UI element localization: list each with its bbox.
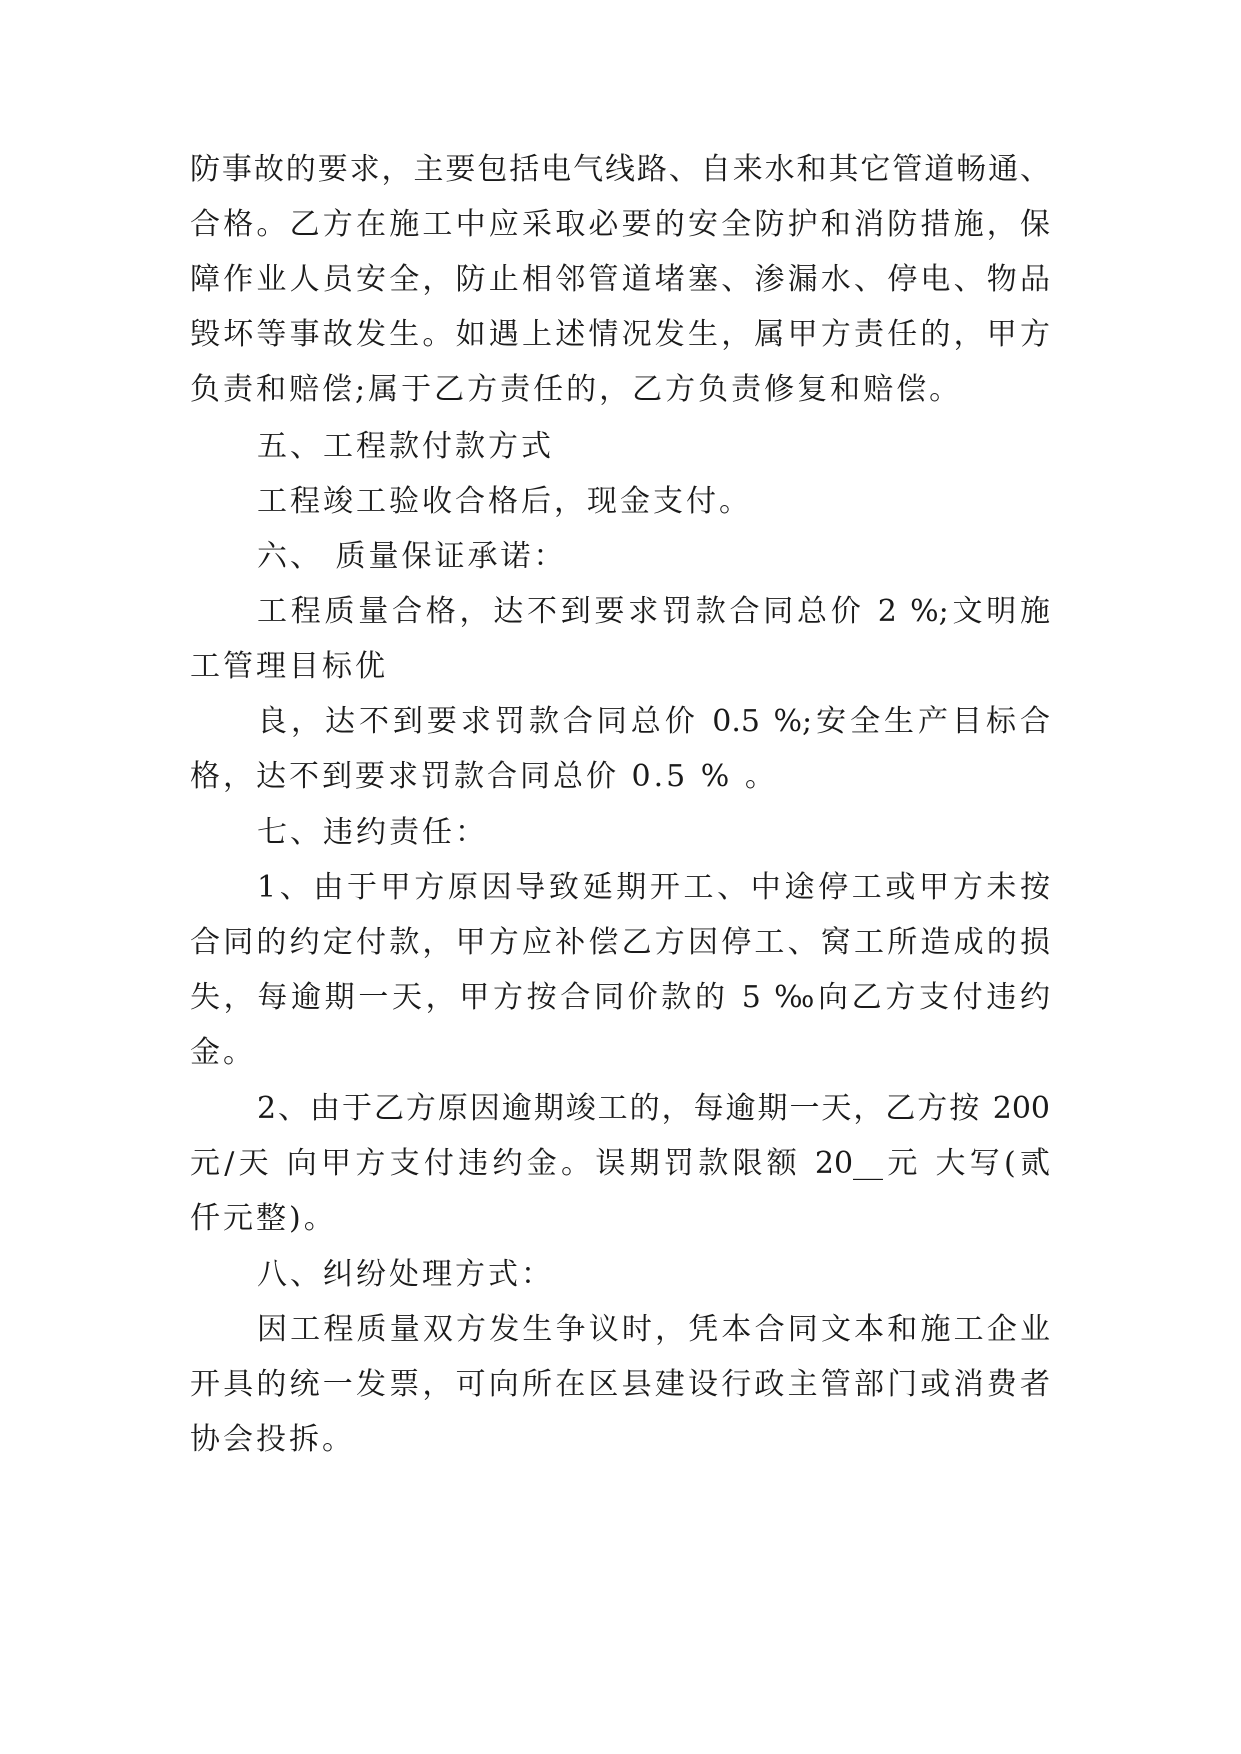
body-text-line: 工程质量合格，达不到要求罚款合同总价 2 %;文明施 — [257, 594, 1050, 629]
body-text-line: 良，达不到要求罚款合同总价 0.5 %;安全生产目标合 — [257, 704, 1050, 739]
body-text-line: 合格。乙方在施工中应采取必要的安全防护和消防措施，保 — [190, 207, 1050, 242]
body-text-line: 工管理目标优 — [190, 649, 388, 684]
body-text-line: 失，每逾期一天，甲方按合同价款的 5 ‰向乙方支付违约 — [190, 980, 1050, 1015]
body-text-line: 合同的约定付款，甲方应补偿乙方因停工、窝工所造成的损 — [190, 925, 1050, 960]
section-heading: 五、工程款付款方式 — [257, 429, 554, 464]
body-text-line: 2、由于乙方原因逾期竣工的，每逾期一天，乙方按 200 — [257, 1091, 1050, 1126]
body-text-line: 障作业人员安全，防止相邻管道堵塞、渗漏水、停电、物品 — [190, 262, 1050, 297]
body-text-line: 开具的统一发票，可向所在区县建设行政主管部门或消费者 — [190, 1367, 1050, 1402]
body-text-line: 协会投拆。 — [190, 1422, 355, 1457]
body-text-line: 防事故的要求，主要包括电气线路、自来水和其它管道畅通、 — [190, 152, 1050, 187]
body-text-line: 仟元整)。 — [190, 1201, 337, 1236]
body-text-line: 金。 — [190, 1035, 256, 1070]
section-heading: 六、 质量保证承诺： — [257, 539, 567, 574]
body-text-line: 元/天 向甲方支付违约金。误期罚款限额 20__元 大写(贰 — [190, 1146, 1050, 1181]
body-text-line: 毁坏等事故发生。如遇上述情况发生，属甲方责任的，甲方 — [190, 317, 1050, 352]
body-text-line: 负责和赔偿;属于乙方责任的，乙方负责修复和赔偿。 — [190, 372, 963, 407]
body-text-line: 1、由于甲方原因导致延期开工、中途停工或甲方未按 — [257, 870, 1050, 905]
section-heading: 七、违约责任： — [257, 815, 488, 850]
body-text-line: 因工程质量双方发生争议时，凭本合同文本和施工企业 — [257, 1312, 1050, 1347]
section-heading: 八、纠纷处理方式： — [257, 1257, 554, 1292]
body-text-line: 格，达不到要求罚款合同总价 0.5 % 。 — [190, 759, 778, 794]
body-text-line: 工程竣工验收合格后，现金支付。 — [257, 484, 752, 519]
